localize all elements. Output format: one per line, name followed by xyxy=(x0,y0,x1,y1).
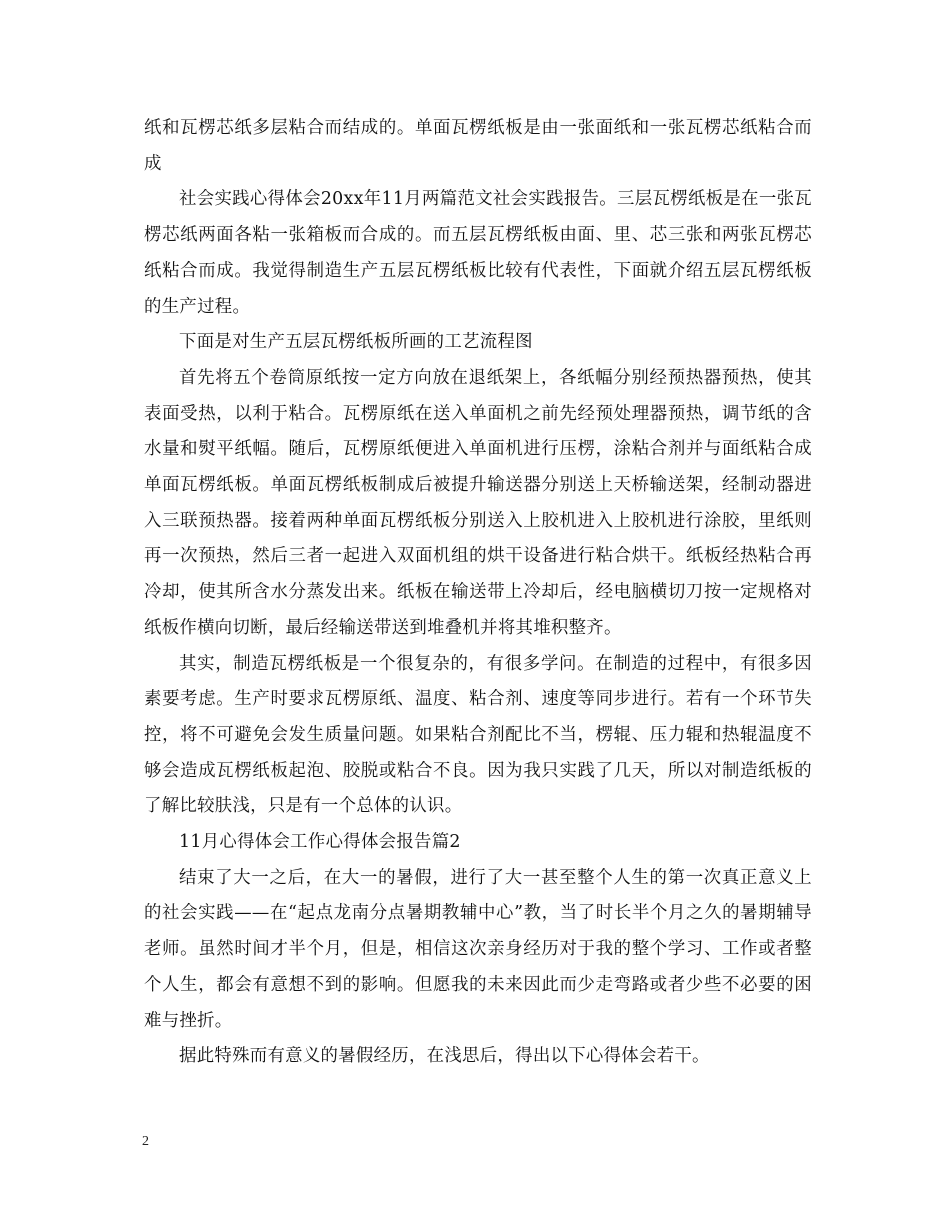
paragraph: 下面是对生产五层瓦楞纸板所画的工艺流程图 xyxy=(179,332,533,353)
page-number: 2 xyxy=(142,1134,149,1149)
section-heading: 11月心得体会工作心得体会报告篇2 xyxy=(179,832,461,853)
paragraph: 结束了大一之后，在大一的暑假，进行了大一甚至整个人生的第一次真正意义上的社会实践——在“起点龙南分点暑期教辅中心”教，当了时长半个月之久的暑期辅导老师。虽然时间才半个月，但是，相信这次亲身经历对于我的整个学习、工作或者整个人生，都会有意想不到的影响。但愿我的未来因此而少走弯路或者少些不必要的困难与挫折。 xyxy=(144,867,812,1031)
paragraph: 据此特殊而有意义的暑假经历，在浅思后，得出以下心得体会若干。 xyxy=(179,1046,710,1067)
paragraph: 首先将五个卷筒原纸按一定方向放在退纸架上，各纸幅分别经预热器预热，使其表面受热，以利于粘合。瓦楞原纸在送入单面机之前先经预处理器预热，调节纸的含水量和熨平纸幅。随后，瓦楞原纸便进入单面机进行压楞，涂粘合剂并与面纸粘合成单面瓦楞纸板。单面瓦楞纸板制成后被提升输送器分别送上天桥输送架，经制动器进入三联预热器。接着两种单面瓦楞纸板分别送入上胶机进入上胶机进行涂胶，里纸则再一次预热，然后三者一起进入双面机组的烘干设备进行粘合烘干。纸板经热粘合再冷却，使其所含水分蒸发出来。纸板在输送带上冷却后，经电脑横切刀按一定规格对纸板作横向切断，最后经输送带送到堆叠机并将其堆积整齐。 xyxy=(144,367,812,638)
body-text xyxy=(144,111,812,1075)
paragraph: 其实，制造瓦楞纸板是一个很复杂的，有很多学问。在制造的过程中，有很多因素要考虑。生产时要求瓦楞原纸、温度、粘合剂、速度等同步进行。若有一个环节失控，将不可避免会发生质量问题。如果粘合剂配比不当，楞辊、压力辊和热辊温度不够会造成瓦楞纸板起泡、胶脱或粘合不良。因为我只实践了几天，所以对制造纸板的了解比较肤浅，只是有一个总体的认识。 xyxy=(144,653,812,817)
paragraph: 社会实践心得体会20xx年11月两篇范文社会实践报告。三层瓦楞纸板是在一张瓦楞芯纸两面各粘一张箱板而合成的。而五层瓦楞纸板由面、里、芯三张和两张瓦楞芯纸粘合而成。我觉得制造生产五层瓦楞纸板比较有代表性，下面就介绍五层瓦楞纸板的生产过程。 xyxy=(144,189,812,317)
paragraph: 纸和瓦楞芯纸多层粘合而结成的。单面瓦楞纸板是由一张面纸和一张瓦楞芯纸粘合而成 xyxy=(144,118,812,174)
